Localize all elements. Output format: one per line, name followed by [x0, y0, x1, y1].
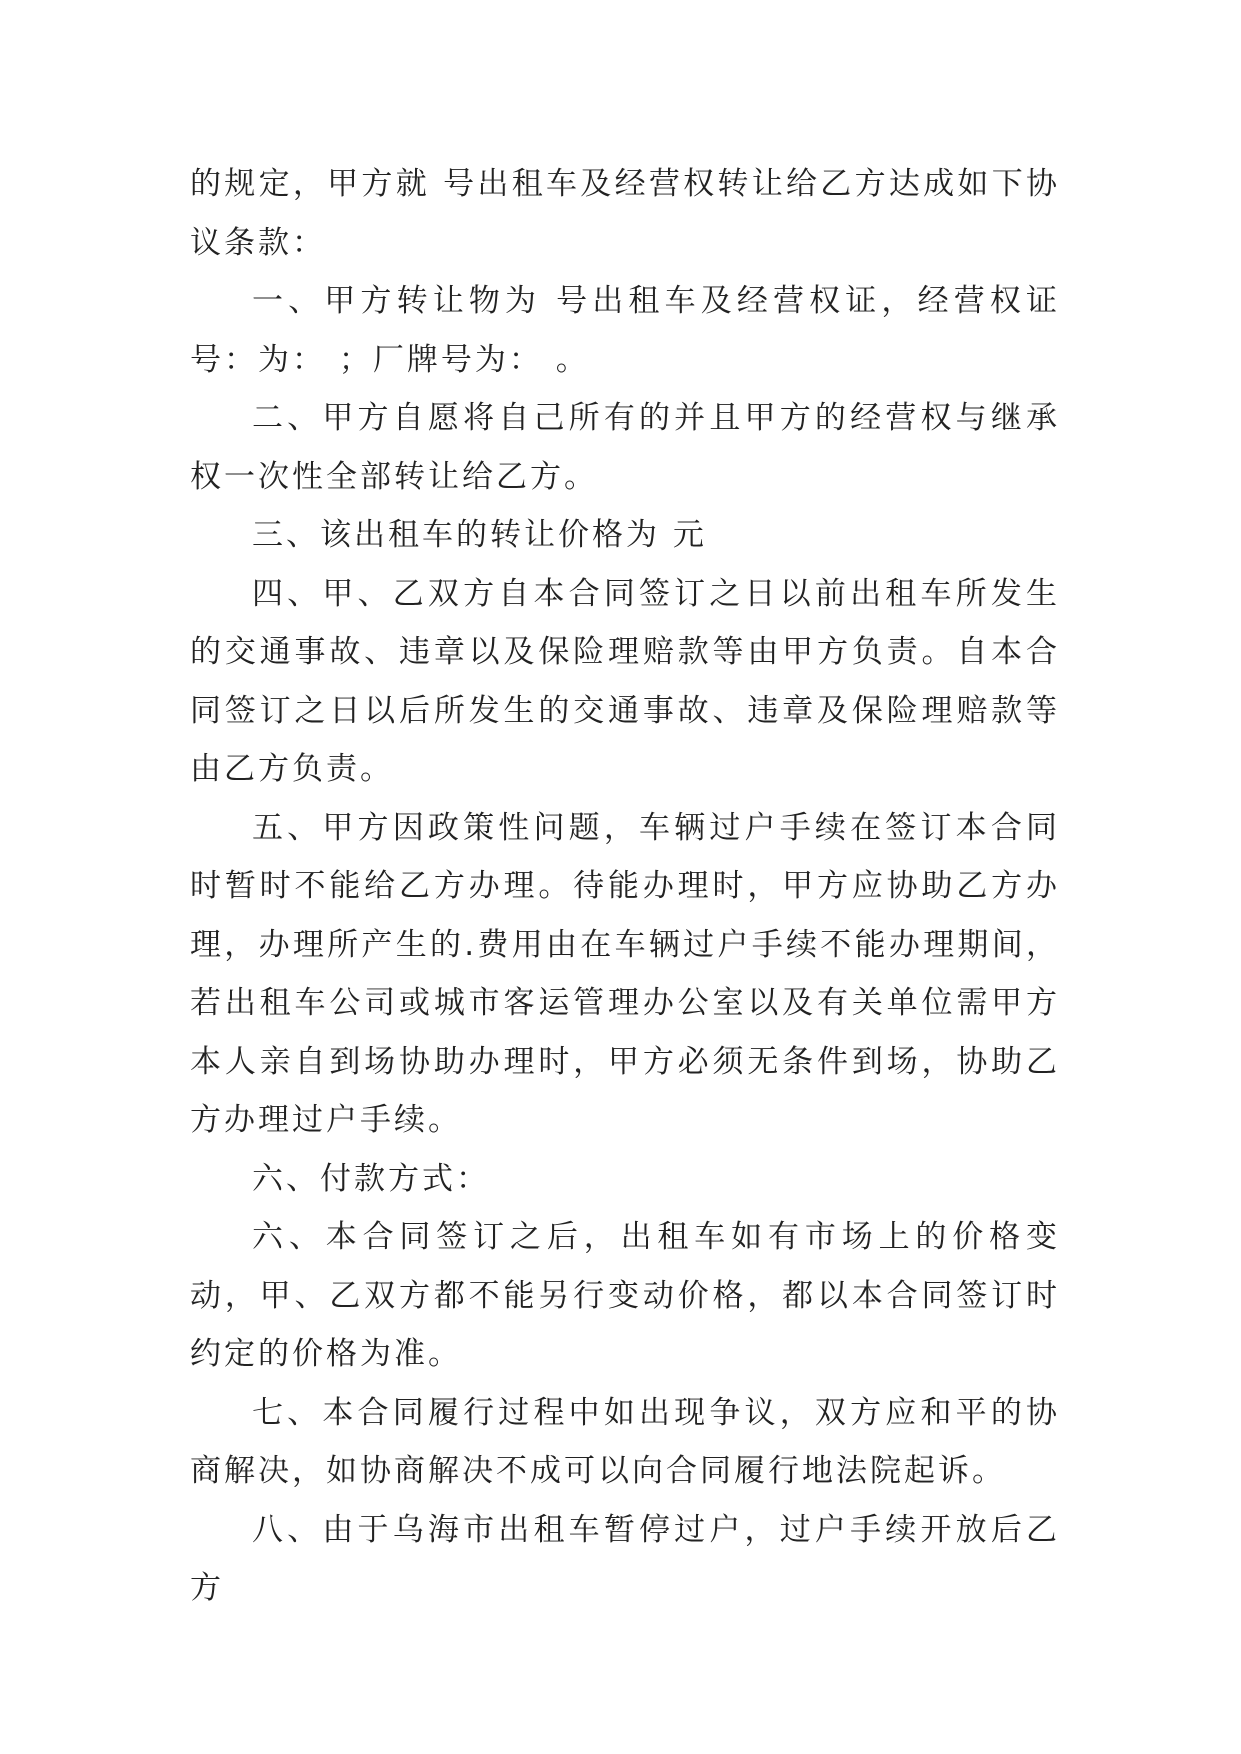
paragraph-clause-4: 四、甲、乙双方自本合同签订之日以前出租车所发生的交通事故、违章以及保险理赔款等由甲方负责。自本合同签订之日以后所发生的交通事故、违章及保险理赔款等由乙方负责。	[190, 575, 1060, 787]
paragraph-clause-8: 八、由于乌海市出租车暂停过户，过户手续开放后乙方	[190, 1511, 1060, 1606]
contract-body	[190, 155, 1060, 1618]
paragraph-clause-2: 二、甲方自愿将自己所有的并且甲方的经营权与继承权一次性全部转让给乙方。	[190, 400, 1060, 495]
paragraph-intro: 的规定，甲方就 号出租车及经营权转让给乙方达成如下协议条款：	[190, 166, 1060, 261]
paragraph-clause-7: 七、本合同履行过程中如出现争议，双方应和平的协商解决，如协商解决不成可以向合同履行地法院起诉。	[190, 1394, 1060, 1489]
paragraph-clause-1: 一、甲方转让物为 号出租车及经营权证，经营权证号：为： ；厂牌号为： 。	[190, 283, 1060, 378]
paragraph-clause-5: 五、甲方因政策性问题，车辆过户手续在签订本合同时暂时不能给乙方办理。待能办理时，甲方应协助乙方办理，办理所产生的.费用由在车辆过户手续不能办理期间，若出租车公司或城市客运管理办公室以及有关单位需甲方本人亲自到场协助办理时，甲方必须无条件到场，协助乙方办理过户手续。	[190, 809, 1060, 1138]
paragraph-clause-6: 六、本合同签订之后，出租车如有市场上的价格变动，甲、乙双方都不能另行变动价格，都以本合同签订时约定的价格为准。	[190, 1219, 1060, 1372]
paragraph-clause-3: 三、该出租车的转让价格为 元	[252, 517, 707, 553]
paragraph-clause-6-heading: 六、付款方式：	[252, 1160, 490, 1197]
